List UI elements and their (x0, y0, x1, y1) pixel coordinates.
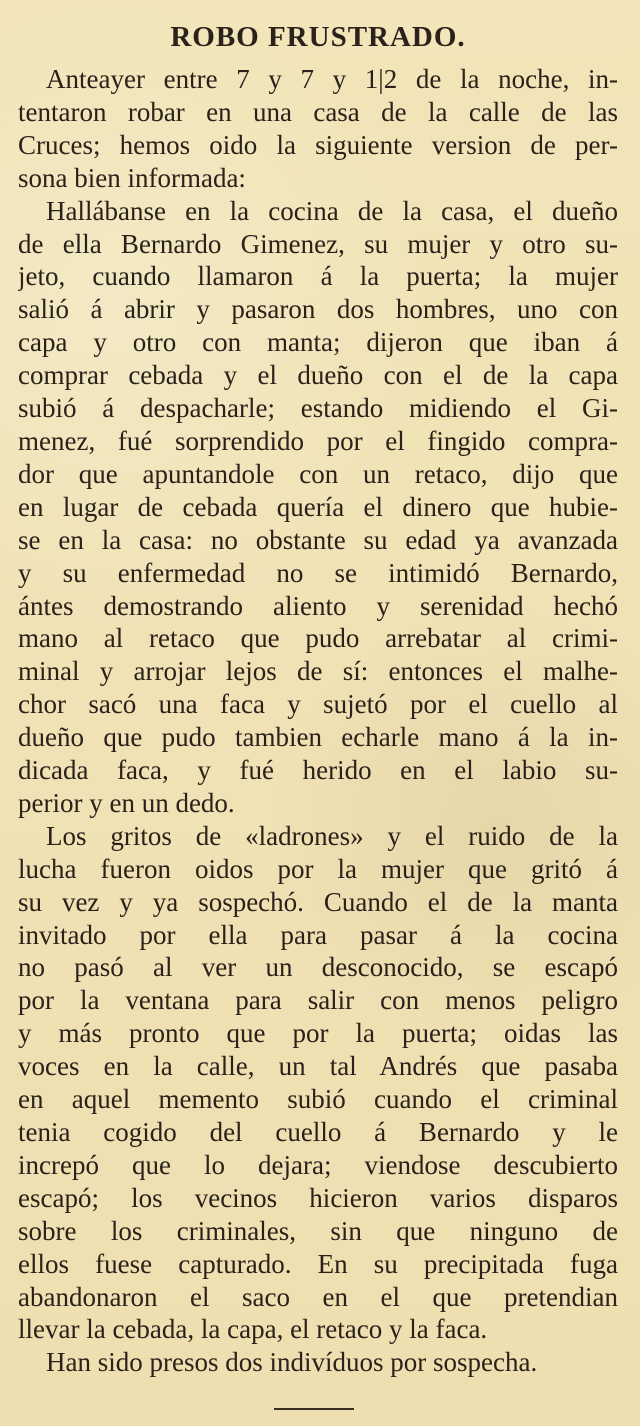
article-line: capa y otro con manta; dijeron que iban á (18, 327, 618, 358)
article-line: salió á abrir y pasaron dos hombres, uno con (18, 294, 618, 325)
article-line: comprar cebada y el dueño con el de la capa (18, 360, 618, 391)
article-line: su vez y ya sospechó. Cuando el de la manta (18, 886, 618, 917)
article-line: tenia cogido del cuello á Bernardo y le (18, 1117, 618, 1147)
article-line: Los gritos de «ladrones» y el ruido de la (46, 820, 618, 851)
article-line: invitado por ella para pasar á la cocina (18, 919, 618, 950)
article-line: tentaron robar en una casa de la calle de las (18, 96, 618, 127)
article-line: Anteayer entre 7 y 7 y 1|2 de la noche, in- (46, 64, 618, 94)
article-line: menez, fué sorprendido por el fingido compra- (18, 425, 618, 456)
article-line: ántes demostrando aliento y serenidad hechó (18, 590, 618, 621)
article-line: Hallábanse en la cocina de la casa, el dueño (46, 195, 618, 226)
article-line: abandonaron el saco en el que pretendian (18, 1281, 618, 1312)
article-line: se en la casa: no obstante su edad ya avanzada (18, 524, 618, 555)
article-line: dor que apuntandole con un retaco, dijo que (18, 458, 618, 489)
article-line: increpó que lo dejara; viendose descubierto (18, 1149, 618, 1180)
article-line: dueño que pudo tambien echarle mano á la in- (18, 722, 618, 753)
article-line: Han sido presos dos indivíduos por sospecha. (46, 1347, 538, 1378)
article-title: ROBO FRUSTRADO. (170, 21, 466, 53)
closing-rule (274, 1408, 354, 1410)
article-line: minal y arrojar lejos de sí: entonces el malhe- (18, 656, 618, 687)
article-line: escapó; los vecinos hicieron varios disparos (18, 1182, 618, 1213)
article-line: mano al retaco que pudo arrebatar al crimi- (18, 623, 618, 654)
article-line: en lugar de cebada quería el dinero que hubie- (18, 491, 618, 522)
article-line: chor sacó una faca y sujetó por el cuello al (18, 689, 618, 720)
article-line: voces en la calle, un tal Andrés que pasaba (18, 1051, 618, 1082)
article-line: dicada faca, y fué herido en el labio su- (18, 755, 618, 786)
article-line: Cruces; hemos oido la siguiente version de per- (18, 129, 618, 160)
article-line: y su enfermedad no se intimidó Bernardo, (18, 557, 618, 588)
article-line: llevar la cebada, la capa, el retaco y la faca. (18, 1314, 488, 1345)
article-line: y más pronto que por la puerta; oidas las (18, 1018, 618, 1049)
article-line: sona bien informada: (18, 162, 246, 193)
article-line: jeto, cuando llamaron á la puerta; la mujer (18, 261, 618, 292)
article-line: por la ventana para salir con menos peligro (18, 985, 618, 1016)
article-line: lucha fueron oidos por la mujer que gritó á (18, 853, 618, 884)
article-line: no pasó al ver un desconocido, se escapó (18, 952, 618, 983)
article-line: ellos fuese capturado. En su precipitada fuga (18, 1248, 618, 1279)
article-line: subió á despacharle; estando midiendo el Gi- (18, 393, 618, 424)
article-line: de ella Bernardo Gimenez, su mujer y otro su- (18, 228, 618, 259)
article-line: en aquel memento subió cuando el criminal (18, 1084, 618, 1115)
article-line: perior y en un dedo. (18, 787, 235, 818)
article-line: sobre los criminales, sin que ninguno de (18, 1215, 618, 1246)
article-body (18, 63, 618, 1379)
